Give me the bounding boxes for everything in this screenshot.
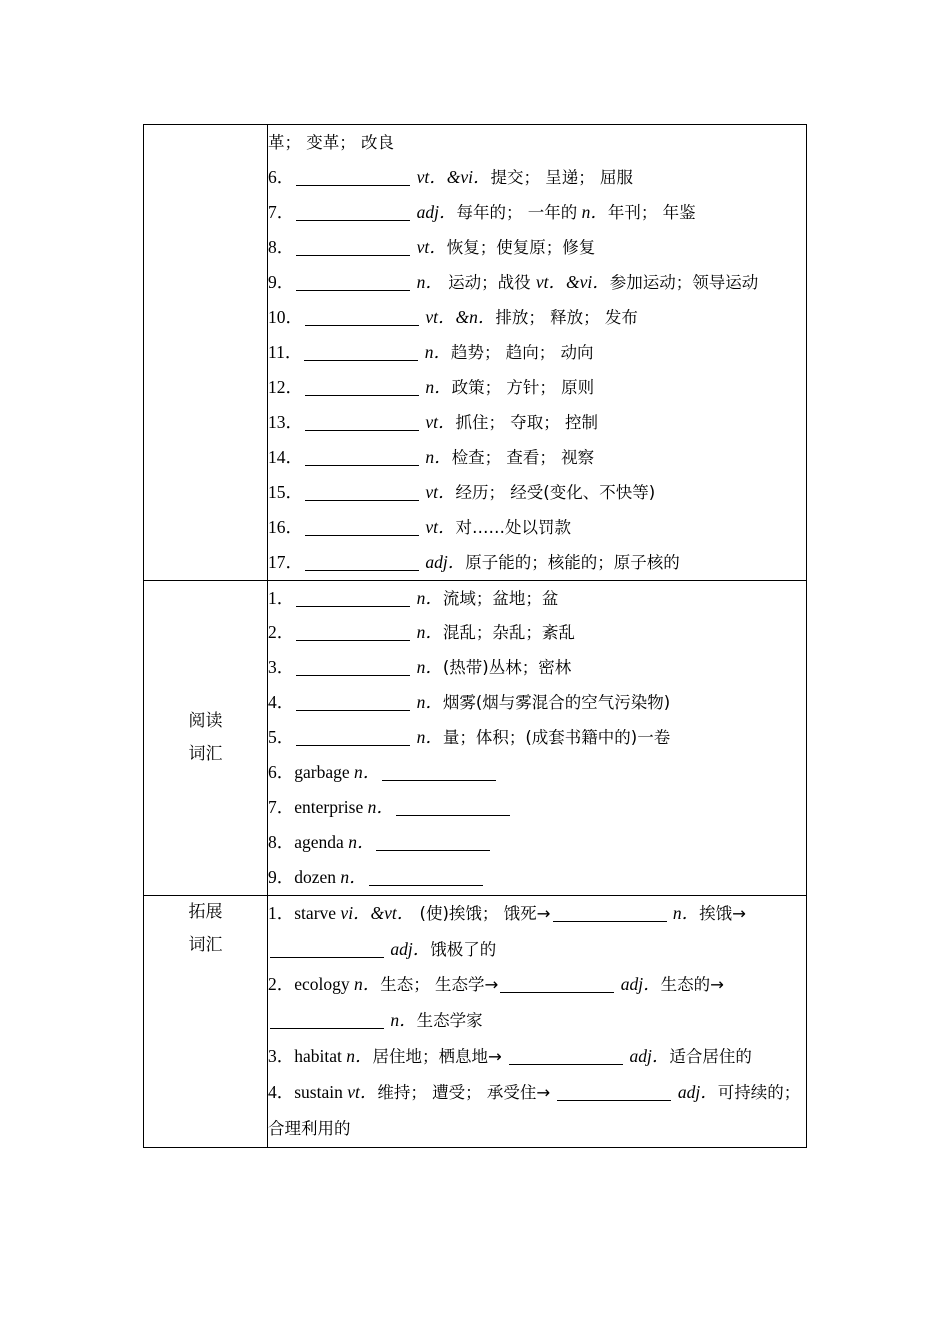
definition-text: 政策； 方针； 原则 bbox=[451, 378, 595, 398]
part-of-speech: adj． bbox=[412, 201, 457, 222]
definition-text: 参加运动；领导运动 bbox=[609, 272, 759, 292]
part-of-speech: n． bbox=[421, 377, 452, 398]
vocab-entry bbox=[268, 160, 806, 195]
section-label-cell bbox=[144, 895, 268, 1147]
definition-text: 恢复；使复原；修复 bbox=[446, 237, 596, 257]
answer-blank bbox=[296, 725, 410, 746]
answer-blank bbox=[296, 655, 410, 676]
vocab-entry bbox=[268, 790, 806, 825]
entry-number: 8． bbox=[268, 236, 295, 257]
entry-number: 5． bbox=[268, 727, 295, 748]
answer-blank bbox=[305, 515, 419, 536]
definition-text: 烟雾(烟与雾混合的空气污染物) bbox=[442, 693, 671, 713]
vocab-entry bbox=[268, 405, 806, 440]
vocab-word: enterprise bbox=[294, 796, 364, 817]
answer-blank bbox=[557, 1080, 671, 1101]
definition-text: 挨饿→ bbox=[699, 903, 746, 923]
vocab-entry bbox=[268, 370, 806, 405]
vocab-word: sustain bbox=[294, 1082, 343, 1103]
vocabulary-table bbox=[143, 124, 807, 1148]
part-of-speech: n． bbox=[412, 692, 443, 713]
part-of-speech: n． bbox=[336, 866, 367, 887]
definition-text: 生态学家 bbox=[416, 1011, 483, 1031]
part-of-speech: vt． bbox=[342, 1082, 378, 1103]
part-of-speech: vt． bbox=[421, 481, 456, 502]
part-of-speech: n． bbox=[421, 447, 452, 468]
part-of-speech: adj． bbox=[386, 938, 431, 959]
part-of-speech: vt．&vi． bbox=[412, 166, 491, 187]
section-label-cell bbox=[144, 125, 268, 581]
answer-blank bbox=[500, 972, 614, 993]
entry-number: 4． bbox=[268, 1082, 295, 1103]
definition-text: 适合居住的 bbox=[669, 1047, 752, 1067]
definition-text: 维持； 遭受； 承受住→ bbox=[377, 1083, 556, 1103]
answer-blank bbox=[396, 795, 510, 816]
part-of-speech: n． bbox=[349, 974, 381, 995]
part-of-speech: n． bbox=[386, 1010, 417, 1031]
definition-text: (热带)丛林；密林 bbox=[442, 658, 572, 678]
answer-blank bbox=[369, 865, 483, 886]
definition-text: 量；体积；(成套书籍中的)一卷 bbox=[442, 728, 671, 748]
part-of-speech: vt． bbox=[421, 412, 456, 433]
entry-number: 2． bbox=[268, 974, 295, 995]
definition-text: 每年的； 一年的 bbox=[456, 202, 578, 222]
vocab-entry bbox=[268, 230, 806, 265]
vocab-entry bbox=[268, 475, 806, 510]
vocab-entry bbox=[268, 125, 806, 160]
entry-number: 11． bbox=[268, 342, 303, 363]
vocab-entry bbox=[268, 860, 806, 895]
section-row-reading-vocabulary bbox=[144, 580, 807, 895]
section-label: 拓展词汇 bbox=[188, 901, 223, 955]
definition-text: 年刊； 年鉴 bbox=[607, 202, 696, 222]
definition-text: 混乱；杂乱；紊乱 bbox=[442, 623, 575, 643]
definition-text: 抓住； 夺取； 控制 bbox=[455, 413, 599, 433]
entry-number: 3． bbox=[268, 1046, 295, 1067]
entry-number: 12． bbox=[268, 377, 303, 398]
vocab-word: agenda bbox=[294, 831, 344, 852]
answer-blank bbox=[296, 235, 410, 256]
answer-blank bbox=[305, 480, 419, 501]
definition-text: 流域；盆地；盆 bbox=[442, 588, 559, 608]
answer-blank bbox=[296, 270, 410, 291]
definition-text: 生态； 生态学→ bbox=[380, 975, 499, 995]
part-of-speech: vt． bbox=[421, 516, 456, 537]
part-of-speech: n． bbox=[412, 271, 443, 292]
answer-blank bbox=[305, 410, 419, 431]
definition-text: 对……处以罚款 bbox=[455, 517, 572, 537]
answer-blank bbox=[305, 375, 419, 396]
part-of-speech: n． bbox=[420, 342, 451, 363]
definition-text: 检查； 查看； 视察 bbox=[451, 448, 595, 468]
part-of-speech: n． bbox=[412, 622, 443, 643]
answer-blank bbox=[553, 901, 667, 922]
definition-text: 原子能的；核能的；原子核的 bbox=[465, 552, 680, 572]
definition-text: 饿极了的 bbox=[430, 939, 497, 959]
definition-text: 经历； 经受(变化、不快等) bbox=[455, 482, 656, 502]
part-of-speech: n． bbox=[343, 831, 375, 852]
vocab-entry bbox=[268, 896, 806, 968]
part-of-speech: n． bbox=[412, 727, 443, 748]
definition-text: 生态的→ bbox=[660, 975, 724, 995]
vocab-entry bbox=[268, 720, 806, 755]
answer-blank bbox=[305, 445, 419, 466]
entry-number: 8． bbox=[268, 831, 295, 852]
section-content-cell bbox=[268, 895, 807, 1147]
vocab-entry bbox=[268, 615, 806, 650]
vocab-entry bbox=[268, 545, 806, 580]
entry-number: 16． bbox=[268, 516, 303, 537]
entry-number: 6． bbox=[268, 166, 295, 187]
answer-blank bbox=[296, 165, 410, 186]
vocab-entry bbox=[268, 195, 806, 230]
vocab-entry bbox=[268, 510, 806, 545]
vocab-entry bbox=[268, 265, 806, 301]
answer-blank bbox=[376, 830, 490, 851]
answer-blank bbox=[296, 200, 410, 221]
vocab-entry bbox=[268, 581, 806, 616]
entry-number: 10． bbox=[268, 307, 303, 328]
entry-number: 4． bbox=[268, 692, 295, 713]
vocab-entry bbox=[268, 1075, 806, 1147]
definition-text: 运动；战役 bbox=[442, 272, 536, 292]
vocab-word: starve bbox=[294, 902, 337, 923]
vocab-entry bbox=[268, 300, 806, 335]
entry-number: 9． bbox=[268, 271, 295, 292]
entry-number: 2． bbox=[268, 622, 295, 643]
vocab-entry bbox=[268, 825, 806, 860]
definition-text: 居住地；栖息地→ bbox=[372, 1047, 508, 1067]
answer-blank bbox=[270, 937, 384, 958]
entry-number: 9． bbox=[268, 866, 295, 887]
definition-text: 趋势； 趋向； 动向 bbox=[450, 343, 594, 363]
definition-text: 可持续的；合理利用的 bbox=[268, 1083, 801, 1139]
part-of-speech: adj． bbox=[421, 551, 466, 572]
part-of-speech: vt．&vi． bbox=[535, 271, 610, 292]
part-of-speech: n． bbox=[577, 201, 608, 222]
answer-blank bbox=[270, 1008, 384, 1029]
part-of-speech: n． bbox=[412, 657, 443, 678]
section-content-cell bbox=[268, 125, 807, 581]
entry-number: 1． bbox=[268, 902, 295, 923]
vocab-entry bbox=[268, 967, 806, 1039]
part-of-speech: vi．&vt． bbox=[336, 902, 415, 923]
vocab-entry bbox=[268, 335, 806, 370]
definition-text: (使)挨饿； 饿死→ bbox=[414, 903, 551, 923]
part-of-speech: adj． bbox=[625, 1046, 670, 1067]
vocabulary-table-body bbox=[144, 125, 807, 1148]
entry-number: 3． bbox=[268, 657, 295, 678]
vocab-entry bbox=[268, 440, 806, 475]
part-of-speech: n． bbox=[349, 762, 381, 783]
entry-number: 17． bbox=[268, 551, 303, 572]
definition-text: 提交； 呈递； 屈服 bbox=[490, 167, 633, 187]
entry-number: 13． bbox=[268, 412, 303, 433]
vocab-word: garbage bbox=[294, 762, 350, 783]
part-of-speech: vt． bbox=[412, 236, 447, 257]
answer-blank bbox=[296, 620, 410, 641]
vocab-entry bbox=[268, 685, 806, 720]
answer-blank bbox=[509, 1044, 623, 1065]
entry-number: 7． bbox=[268, 201, 295, 222]
answer-blank bbox=[382, 760, 496, 781]
vocab-word: habitat bbox=[294, 1046, 342, 1067]
vocab-word: dozen bbox=[294, 866, 337, 887]
entry-number: 14． bbox=[268, 447, 303, 468]
vocab-entry bbox=[268, 1039, 806, 1075]
part-of-speech: adj． bbox=[673, 1082, 718, 1103]
section-label: 阅读词汇 bbox=[188, 710, 223, 764]
entry-number: 6． bbox=[268, 762, 295, 783]
answer-blank bbox=[296, 690, 410, 711]
continued-definition: 革； 变革； 改良 bbox=[268, 133, 394, 152]
entry-number: 7． bbox=[268, 796, 295, 817]
vocab-word: ecology bbox=[294, 974, 350, 995]
section-content-cell bbox=[268, 580, 807, 895]
answer-blank bbox=[296, 586, 410, 607]
answer-blank bbox=[305, 305, 419, 326]
vocab-entry bbox=[268, 755, 806, 790]
part-of-speech: vt．&n． bbox=[421, 307, 496, 328]
part-of-speech: n． bbox=[668, 902, 700, 923]
vocab-entry bbox=[268, 650, 806, 685]
section-label-cell bbox=[144, 580, 268, 895]
section-row-extended-vocabulary bbox=[144, 895, 807, 1147]
part-of-speech: adj． bbox=[616, 974, 661, 995]
part-of-speech: n． bbox=[341, 1046, 373, 1067]
section-row-core-vocabulary-continued bbox=[144, 125, 807, 581]
entry-number: 1． bbox=[268, 587, 295, 608]
answer-blank bbox=[305, 550, 419, 571]
part-of-speech: n． bbox=[363, 796, 394, 817]
part-of-speech: n． bbox=[412, 587, 443, 608]
definition-text: 排放； 释放； 发布 bbox=[495, 308, 638, 328]
answer-blank bbox=[304, 340, 418, 361]
entry-number: 15． bbox=[268, 481, 303, 502]
